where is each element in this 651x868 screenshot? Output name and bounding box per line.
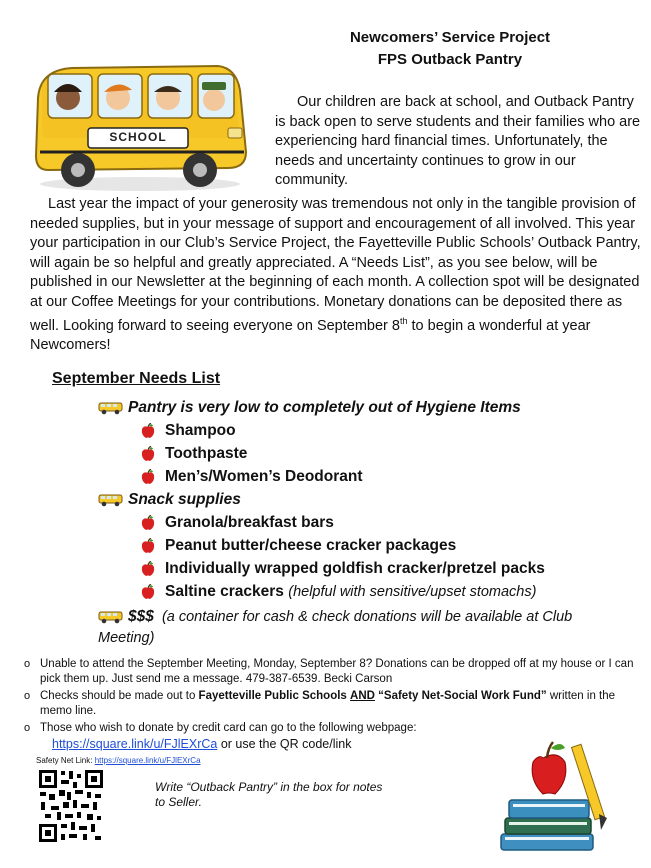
intro-paragraph-2 — [30, 195, 645, 356]
list-item-text: Saltine crackers — [165, 583, 284, 600]
bus-icon — [98, 493, 124, 507]
checks-suffix: written in the memo line. — [40, 690, 616, 717]
apple-icon — [141, 538, 155, 554]
ordinal-suffix: th — [399, 316, 408, 326]
money-item — [98, 606, 618, 649]
list-item-text: Granola/breakfast bars — [165, 514, 334, 531]
apple-icon — [141, 561, 155, 577]
credit-suffix: or use the QR code/link — [217, 737, 352, 751]
snacks-heading — [98, 491, 241, 509]
checks-and: AND — [350, 690, 375, 702]
apple-icon — [141, 469, 155, 485]
list-item-text: Individually wrapped goldfish cracker/pretzel packs — [165, 560, 545, 577]
apple-icon — [141, 584, 155, 600]
checks-note — [24, 689, 640, 719]
checks-prefix: Checks should be made out to — [40, 690, 199, 702]
intro-paragraph-1 — [275, 93, 645, 191]
school-bus-illustration — [28, 56, 256, 198]
list-item-text: Shampoo — [165, 422, 236, 439]
saltine-note: (helpful with sensitive/upset stomachs) — [288, 584, 537, 600]
bus-icon — [98, 401, 124, 415]
list-item-text: Men’s/Women’s Deodorant — [165, 468, 363, 485]
hygiene-heading-text: Pantry is very low to completely out of Hygiene Items — [128, 399, 521, 416]
list-item — [141, 537, 456, 555]
hygiene-heading — [98, 399, 521, 417]
credit-note-text: Those who wish to donate by credit card can go to the following webpage: — [40, 722, 417, 734]
meeting-note-text: Unable to attend the September Meeting, Monday, September 8? Donations can be dropped off at my house or I can pick them up. Just send me a message. 479-387-6539. Becki Carson — [40, 658, 634, 685]
qr-code[interactable] — [37, 768, 105, 844]
bus-label: SCHOOL — [109, 130, 167, 144]
intro-paragraph-2-end: to begin a wonderful at year Newcomers! — [30, 317, 591, 354]
books-apple-illustration — [495, 734, 610, 852]
intro-paragraph-1-text: Our children are back at school, and Outback Pantry is back open to serve students and their families who are experiencing hard financial times. Unfortunately, the needs and uncertainty continues to grow in our community. — [275, 94, 641, 188]
list-item — [141, 422, 236, 440]
apple-icon — [141, 446, 155, 462]
meeting-note — [24, 657, 640, 687]
seller-note: Write “Outback Pantry” in the box for notes to Seller. — [155, 780, 383, 809]
page-title: Newcomers’ Service Project — [349, 29, 551, 46]
list-item — [141, 468, 363, 486]
square-payment-link[interactable]: https://square.link/u/FJlEXrCa — [52, 737, 218, 751]
safety-net-link-line — [36, 756, 201, 765]
bullet: o — [24, 658, 31, 670]
list-item-text: Peanut butter/cheese cracker packages — [165, 537, 457, 554]
page-subtitle: FPS Outback Pantry — [377, 51, 523, 68]
money-note: (a container for cash & check donations will be available at Club Meeting) — [98, 609, 573, 646]
list-item — [141, 514, 334, 532]
bullet: o — [24, 722, 31, 734]
needs-list-title: September Needs List — [52, 370, 221, 387]
list-item — [141, 560, 545, 578]
money-symbol: $$$ — [128, 608, 154, 625]
list-item-text: Toothpaste — [165, 445, 248, 462]
apple-icon — [141, 423, 155, 439]
list-item — [141, 583, 536, 601]
safety-net-label: Safety Net Link: — [36, 756, 95, 765]
credit-link-line — [52, 737, 351, 751]
checks-org-2: “Safety Net-Social Work Fund” — [378, 690, 547, 702]
safety-net-link[interactable]: https://square.link/u/FJlEXrCa — [94, 756, 201, 765]
list-item — [141, 445, 247, 463]
checks-org-1: Fayetteville Public Schools — [198, 690, 347, 702]
snacks-heading-text: Snack supplies — [128, 491, 241, 508]
bullet: o — [24, 690, 31, 702]
intro-paragraph-2-text: Last year the impact of your generosity was tremendous not only in the tangible provision of needed supplies, but in your message of support and encouragement of all involved. This year your participation in our Club’s Service Project, the Fayetteville Public Schools’ Outback Pantry, will again be so helpful and greatly appreciated. A “Needs List”, as you see below, will be published in our Newsletter at the beginning of each month. A collection spot will be designated at our Coffee Meetings for your contributions. Monetary donations can be deposited there as well. Looking forward to seeing everyone on September 8 — [30, 196, 641, 334]
bus-icon — [98, 610, 124, 624]
apple-icon — [141, 515, 155, 531]
